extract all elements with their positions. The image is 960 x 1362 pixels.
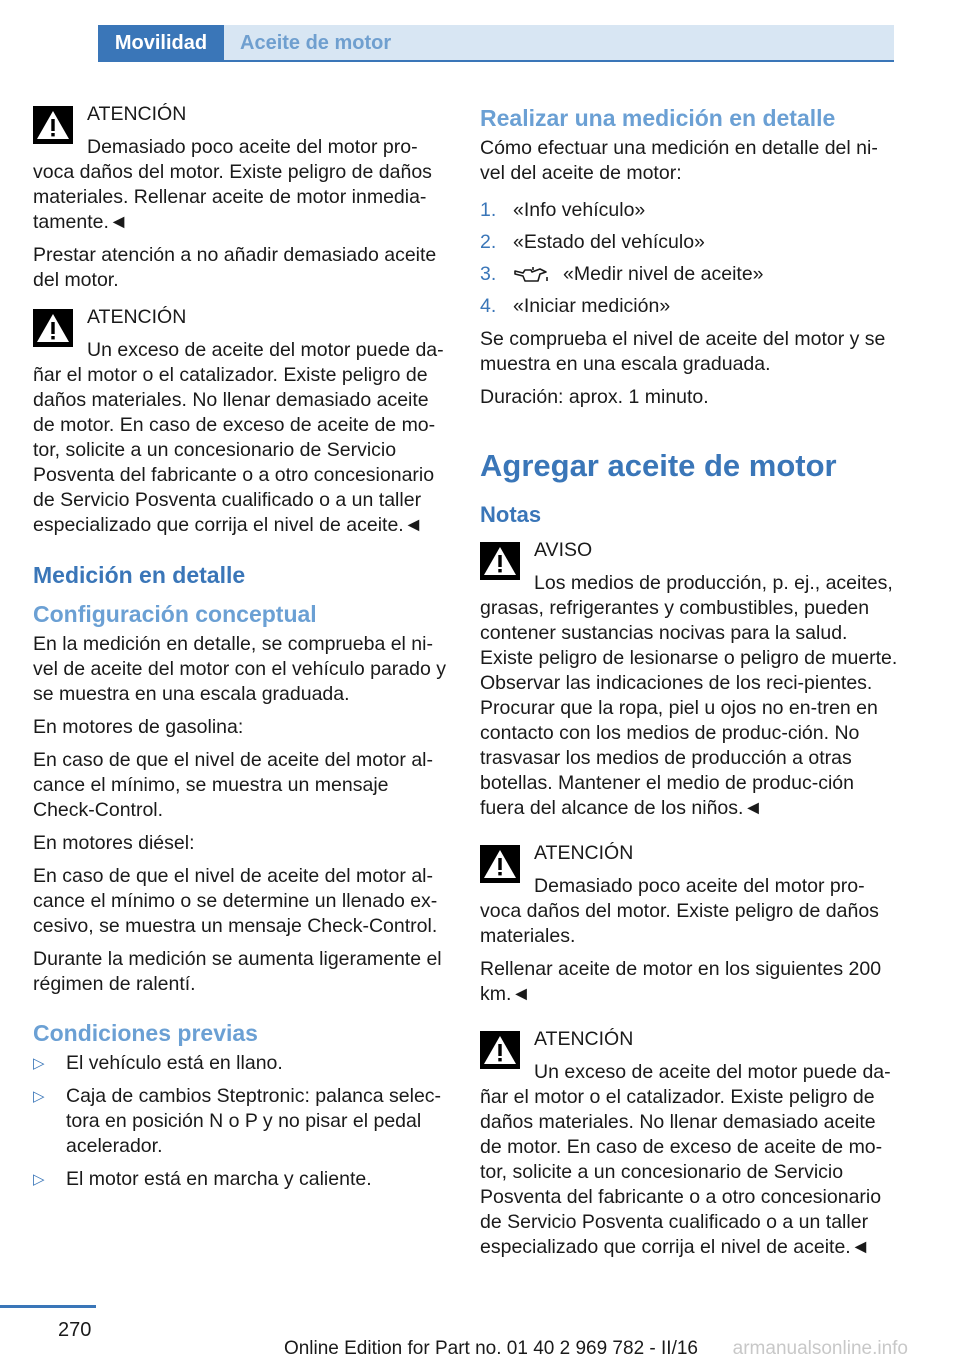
watermark: armanualsonline.info <box>732 1338 908 1359</box>
paragraph: Cómo efectuar una medición en detalle del ni-vel del aceite de motor: <box>480 137 878 184</box>
warning-title: ATENCIÓN <box>87 103 187 125</box>
aviso-block <box>480 534 898 821</box>
step-number: 1. <box>480 199 497 221</box>
warning-text: Demasiado poco aceite del motor pro-voca daños del motor. Existe peligro de daños materiales. Rellenar aceite de motor inmedia-tamente.◄ <box>33 136 432 233</box>
list-item: ▷ El vehículo está en llano. <box>33 1051 451 1076</box>
warning-block <box>33 301 451 538</box>
edition-note: Online Edition for Part no. 01 40 2 969 782 - II/16 <box>283 1338 698 1359</box>
left-column <box>33 98 451 1200</box>
chapter-title: Agregar aceite de motor <box>480 448 837 483</box>
paragraph: En caso de que el nivel de aceite del motor al-cance el mínimo o se determine un llenado ex-cesivo, se muestra un mensaje Check-Control. <box>33 865 438 937</box>
warning-block <box>33 98 451 235</box>
warning-triangle-icon <box>33 106 73 144</box>
footer-rule <box>0 1305 96 1308</box>
step-number: 3. <box>480 263 497 285</box>
paragraph: En motores de gasolina: <box>33 716 244 738</box>
warning-block <box>480 837 898 949</box>
step-text: «Medir nivel de aceite» <box>563 263 764 285</box>
paragraph: Se comprueba el nivel de aceite del motor y se muestra en una escala graduada. <box>480 328 886 375</box>
step-text: «Iniciar medición» <box>513 295 671 317</box>
warning-text: Un exceso de aceite del motor puede da-ñar el motor o el catalizador. Existe peligro de daños materiales. No llenar demasiado aceite de motor. En caso de exceso de aceite de mo-tor, solicite a un concesionario de Servicio Posventa del fabricante o a otro concesionario de Servicio Posventa cualificado o a un taller especializado que corrija el nivel de aceite.◄ <box>480 1061 891 1258</box>
warning-triangle-icon <box>33 309 73 347</box>
step-number: 4. <box>480 295 497 317</box>
subsection-heading: Configuración conceptual <box>33 601 317 627</box>
subsection-heading: Condiciones previas <box>33 1020 258 1046</box>
warning-text: Los medios de producción, p. ej., aceites, grasas, refrigerantes y combustibles, pueden contener sustancias nocivas para la salud. Existe peligro de lesionarse o peligro de muerte. Observar las indicaciones de los reci-pientes. Procurar que la ropa, piel u ojos no en-tren en contacto con los medios de produc-ción. No trasvasar los medios de producción a otras botellas. Mantener el medio de produc-ción fuera del alcance de los niños.◄ <box>480 572 898 819</box>
step-number: 2. <box>480 231 497 253</box>
oil-can-icon <box>513 265 551 285</box>
warning-block <box>480 1023 898 1260</box>
list-item: ▷ El motor está en marcha y caliente. <box>33 1167 451 1192</box>
warning-triangle-icon <box>480 542 520 580</box>
warning-title: ATENCIÓN <box>87 306 187 328</box>
step-text: «Info vehículo» <box>513 199 646 221</box>
subsection-heading: Realizar una medición en detalle <box>480 105 836 131</box>
paragraph: En motores diésel: <box>33 832 195 854</box>
warning-title: ATENCIÓN <box>534 1028 634 1050</box>
conditions-list <box>33 1051 451 1192</box>
warning-triangle-icon <box>480 1031 520 1069</box>
paragraph: Prestar atención a no añadir demasiado aceite del motor. <box>33 244 437 291</box>
paragraph: En la medición en detalle, se comprueba el ni-vel de aceite del motor con el vehículo parado y se muestra en una escala graduada. <box>33 633 446 705</box>
warning-title: ATENCIÓN <box>534 842 634 864</box>
step-item <box>480 294 898 319</box>
paragraph: En caso de que el nivel de aceite del motor al-cance el mínimo, se muestra un mensaje Check-Control. <box>33 749 433 821</box>
warning-text: Demasiado poco aceite del motor pro-voca daños del motor. Existe peligro de daños materiales. <box>480 875 879 947</box>
header-rule <box>224 60 894 62</box>
steps-list <box>480 198 898 319</box>
right-column <box>480 104 898 1268</box>
list-item: ▷ Caja de cambios Steptronic: palanca selec-tora en posición N o P y no pisar el pedal acelerador. <box>33 1084 451 1159</box>
notes-heading: Notas <box>480 502 542 527</box>
step-item <box>480 198 898 223</box>
warning-title: AVISO <box>534 539 593 561</box>
step-item <box>480 262 898 287</box>
warning-triangle-icon <box>480 845 520 883</box>
step-item <box>480 230 898 255</box>
section-heading: Medición en detalle <box>33 562 246 588</box>
header-tab-aceite[interactable]: Aceite de motor <box>224 25 894 62</box>
step-text: «Estado del vehículo» <box>513 231 705 253</box>
paragraph: Rellenar aceite de motor en los siguientes 200 km.◄ <box>480 958 882 1005</box>
warning-text: Un exceso de aceite del motor puede da-ñar el motor o el catalizador. Existe peligro de daños materiales. No llenar demasiado aceite de motor. En caso de exceso de aceite de mo-tor, solicite a un concesionario de Servicio Posventa del fabricante o a otro concesionario de Servicio Posventa cualificado o a un taller especializado que corrija el nivel de aceite.◄ <box>33 339 444 536</box>
page-number: 270 <box>58 1319 92 1341</box>
header-tab-movilidad[interactable]: Movilidad <box>98 25 224 62</box>
paragraph: Durante la medición se aumenta ligeramente el régimen de ralentí. <box>33 948 442 995</box>
paragraph: Duración: aprox. 1 minuto. <box>480 386 709 408</box>
